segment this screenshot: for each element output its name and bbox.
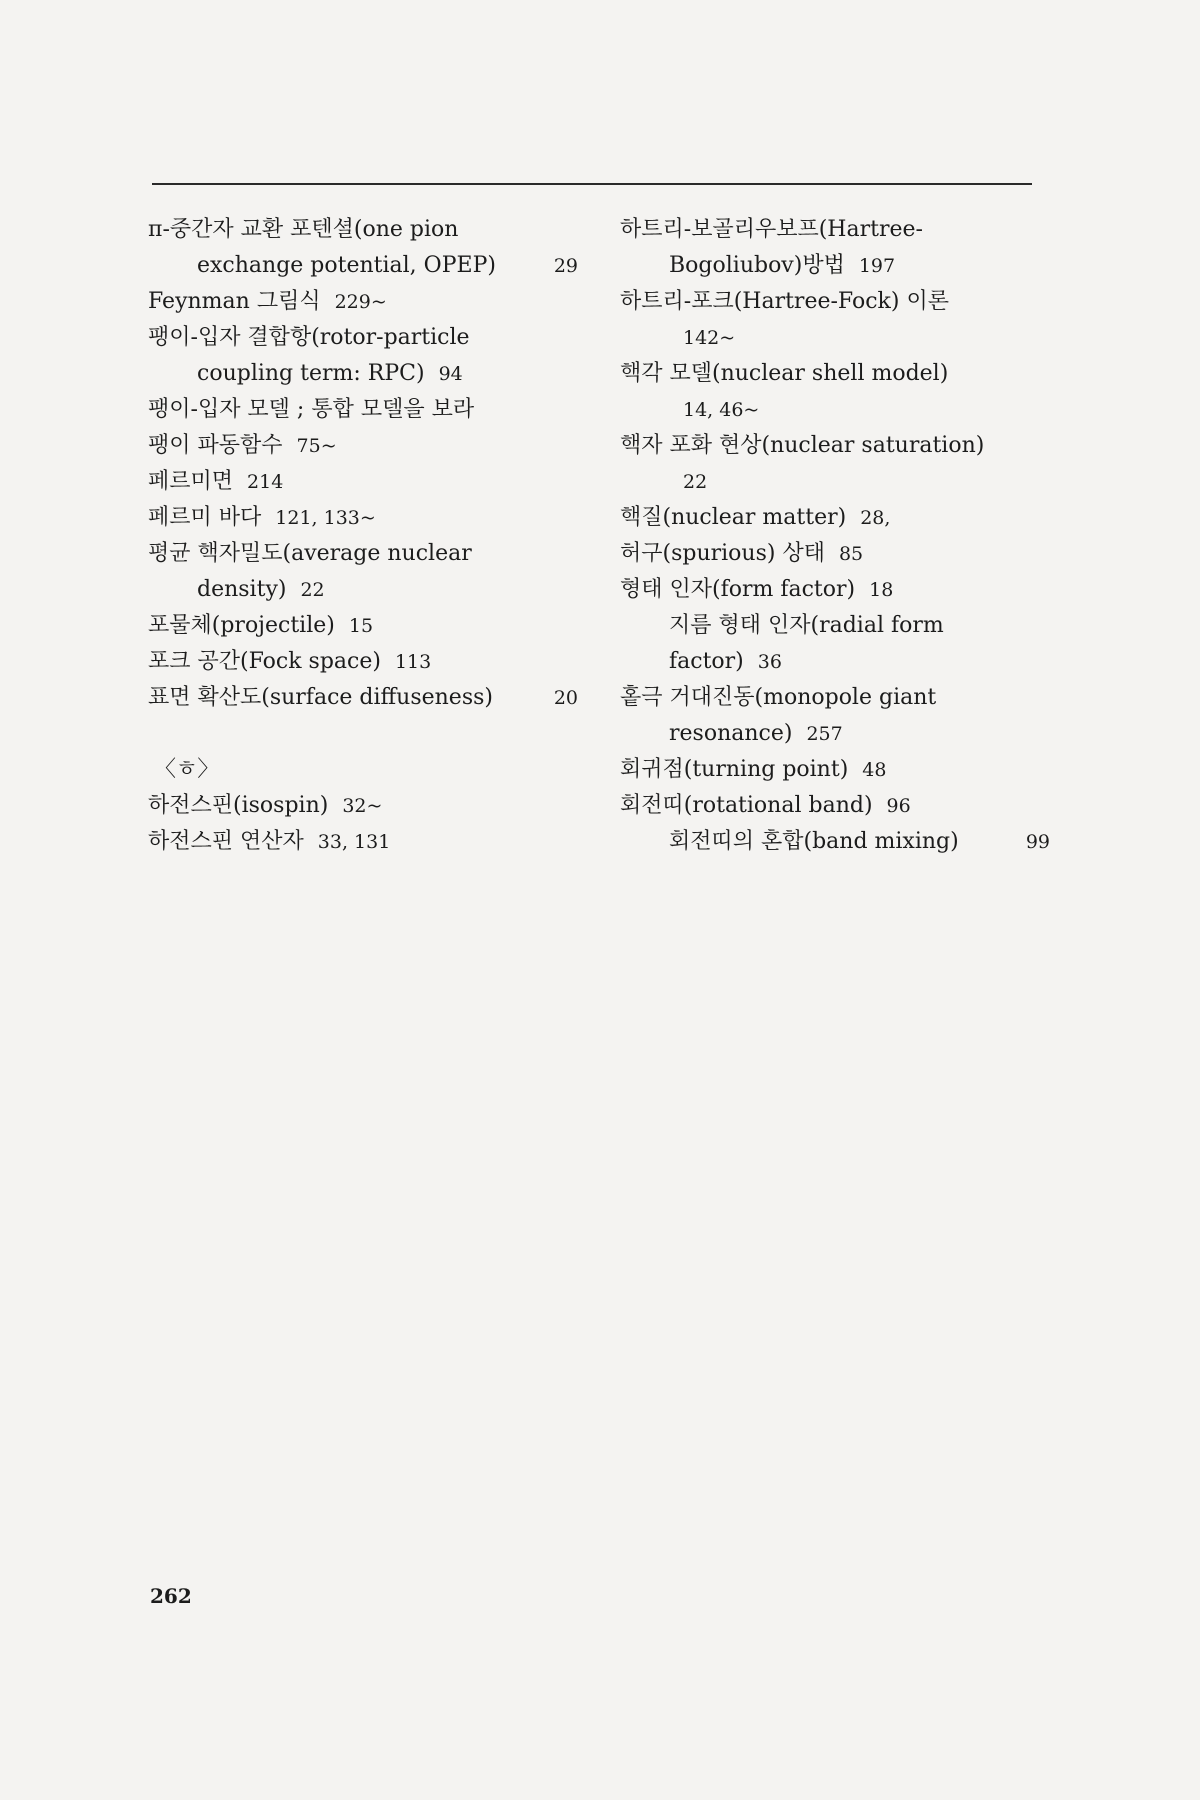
index-entry — [148, 500, 578, 536]
index-entry — [620, 284, 1050, 320]
index-entry-term: 홑극 거대진동(monopole giant — [620, 685, 937, 710]
index-entry-term: 지름 형태 인자(radial form — [669, 613, 944, 638]
index-entry-term: 핵자 포화 현상(nuclear saturation) — [620, 433, 985, 458]
index-entry-term: 포크 공간(Fock space) — [148, 649, 381, 674]
index-entry — [148, 464, 578, 500]
index-entry — [620, 752, 1050, 788]
index-entry — [620, 464, 1050, 500]
index-entry — [620, 536, 1050, 572]
index-entry — [620, 608, 1050, 644]
index-entry — [148, 788, 578, 824]
index-entry-term: 평균 핵자밀도(average nuclear — [148, 541, 472, 566]
index-column-right — [620, 212, 1050, 860]
index-entry — [148, 824, 578, 860]
index-entry-term: 하트리-보골리우보프(Hartree- — [620, 217, 923, 242]
index-entry — [620, 716, 1050, 752]
index-entry-term: 페르미 바다 — [148, 505, 262, 530]
index-entry-term: Bogoliubov)방법 — [669, 253, 845, 278]
index-entry — [620, 248, 1050, 284]
index-entry-term: resonance) — [669, 721, 793, 746]
index-entry — [148, 284, 578, 320]
section-gap — [148, 716, 578, 752]
index-entry — [620, 428, 1050, 464]
index-entry-page: 142~ — [683, 327, 736, 349]
index-entry-page: 28, — [860, 507, 891, 529]
section-entries — [148, 788, 578, 860]
index-entry-term: Feynman 그림식 — [148, 289, 321, 314]
index-entry — [148, 392, 578, 428]
index-entry-term: 핵각 모델(nuclear shell model) — [620, 361, 949, 386]
index-entry-page: 22 — [300, 579, 325, 601]
index-entry — [148, 680, 578, 716]
index-entry-page: 15 — [348, 615, 374, 637]
index-entry-term: exchange potential, OPEP) — [197, 253, 496, 278]
index-entry-page: 33, 131 — [317, 831, 391, 853]
index-entry-page: 22 — [683, 471, 708, 493]
index-entry-term: 페르미면 — [148, 469, 234, 494]
index-entry-page: 18 — [869, 579, 894, 601]
header-rule — [152, 183, 1032, 185]
index-entry-page: 48 — [862, 759, 887, 781]
index-entry-term: 하트리-포크(Hartree-Fock) 이론 — [620, 289, 949, 314]
index-entry-page: 121, 133~ — [275, 507, 376, 529]
index-entry-page: 113 — [394, 651, 432, 673]
index-entry-page: 29 — [553, 255, 578, 277]
index-entry — [148, 212, 578, 248]
index-entry-term: 팽이-입자 모델 ; 통합 모델을 보라 — [148, 397, 475, 422]
index-entry-page: 257 — [806, 723, 843, 745]
index-entry-page: 214 — [247, 471, 284, 493]
index-entry — [148, 608, 578, 644]
index-column-left — [148, 212, 578, 860]
index-entry-page: 75~ — [296, 435, 337, 457]
index-entry-term: 포물체(projectile) — [148, 613, 335, 638]
section-heading: 〈ㅎ〉 — [154, 757, 220, 782]
index-entry-term: 회전띠(rotational band) — [620, 793, 873, 818]
index-entry-page: 99 — [1025, 831, 1050, 853]
left-entries — [148, 212, 578, 716]
index-entry-page: 229~ — [334, 291, 387, 313]
index-entry — [148, 428, 578, 464]
index-entry — [148, 320, 578, 356]
index-entry-page: 32~ — [342, 795, 383, 817]
index-entry — [620, 356, 1050, 392]
index-entry-term: 형태 인자(form factor) — [620, 577, 856, 602]
index-entry-term: 팽이-입자 결합항(rotor-particle — [148, 325, 470, 350]
index-entry — [148, 248, 578, 284]
index-entry-page: 197 — [858, 255, 896, 277]
index-entry-term: 하전스핀 연산자 — [148, 829, 304, 854]
index-entry — [620, 392, 1050, 428]
index-entry — [620, 500, 1050, 536]
index-entry — [620, 788, 1050, 824]
index-entry-term: π-중간자 교환 포텐셜(one pion — [148, 217, 459, 242]
index-entry-term: 팽이 파동함수 — [148, 433, 283, 458]
right-entries — [620, 212, 1050, 860]
index-entry — [620, 212, 1050, 248]
index-entry-term: factor) — [669, 649, 744, 674]
index-entry-page: 85 — [838, 543, 864, 565]
index-entry-term: 하전스핀(isospin) — [148, 793, 329, 818]
index-entry — [620, 680, 1050, 716]
index-entry-page: 96 — [886, 795, 911, 817]
index-entry — [620, 824, 1050, 860]
index-entry — [620, 572, 1050, 608]
index-entry-term: coupling term: RPC) — [197, 361, 425, 386]
index-entry — [148, 356, 578, 392]
index-entry — [148, 644, 578, 680]
page-number: 262 — [150, 1584, 192, 1608]
index-entry-term: density) — [197, 577, 287, 602]
index-entry-term: 회전띠의 혼합(band mixing) — [669, 829, 959, 854]
index-entry — [620, 644, 1050, 680]
index-entry — [148, 536, 578, 572]
index-entry-page: 36 — [757, 651, 782, 673]
index-entry-page: 94 — [438, 363, 463, 385]
index-entry-term: 핵질(nuclear matter) — [620, 505, 847, 530]
index-entry-term: 허구(spurious) 상태 — [620, 541, 825, 566]
index-entry-term: 회귀점(turning point) — [620, 757, 849, 782]
index-entry-page: 20 — [553, 687, 578, 709]
index-entry — [620, 320, 1050, 356]
index-entry-term: 표면 확산도(surface diffuseness) — [148, 685, 493, 710]
index-entry-page: 14, 46~ — [683, 399, 760, 421]
index-entry — [148, 572, 578, 608]
